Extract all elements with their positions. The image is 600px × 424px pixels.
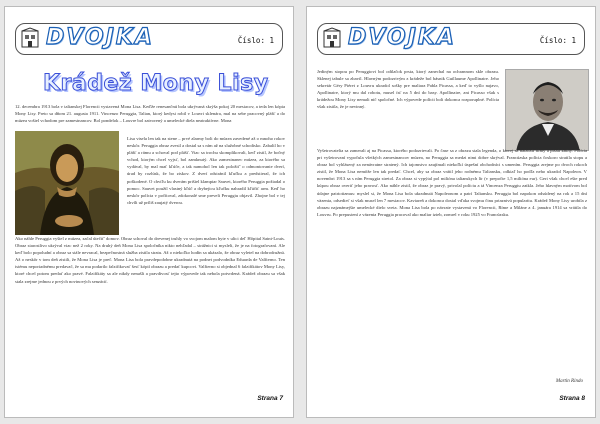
page-header [317,23,585,55]
main-paragraph: Vyšetrovatelia sa zamerali aj na Picassa, ktorého podozrievali. Po čase sa z obrazu stala legenda, o ktorej sa natáčali filmy a písali knihy. Polícia pri vyšetrovaní vypočula všetkých zamestnancov múzea, no Peruggia sa medzi nimi dobre skrýval. Francúzska polícia čoskoro stratila stopu a obraz bol vyhlásený za nenávratne stratený. Ich tajomstvo zaujímali niekoľkí úspešní obchodníci s umením. Peruggia zrejme po dvoch rokoch zistil, že Mona Lisa nemôže len tak predať. Chcel, aby sa obraz vrátil jeho rodnému Taliansku, odkiaľ ho podľa neho ukradol Napoleon. V novembri 1913 sa s ním Peruggia stretol. Za obraz si vypýtal pol milióna talianskych lír (v prepočte 1,5 milióna eur). Geri však chcel ešte pred kúpou obraz overiť jeho pravosť. Ako náhle zistil, že obraz je pravý, privolal políciu a tá Vincenza Peruggiu zatkla. Jeho hlavným motívom bol údajne patriotizmus: myslel si, že Mona Lisa bola ukradnutá Napoleonom a patrí Taliansku. Peruggia bol napokon odsúdený na rok a 15 dní väzenia, odsedieť si však musel len 7 mesiacov. Kaviareň a dokonca dostal vďaka svojmu činu priaznivú popularitu. Krádež Mony Lisy urobila z obrazu najznámejšie umelecké dielo sveta. Mona Lisa bola po návrate vystavená vo Florencii, Ríme a Miláne a 4. januára 1914 sa vrátila do Louvru. Po prepustení z väzenia Peruggia pracoval ako maliar izieb, zomrel v roku 1925 vo Francúzsku. [317,148,587,217]
magazine-logo-icon [321,27,343,51]
issue-number: Číslo: 1 [539,36,576,45]
issue-number: Číslo: 1 [237,36,274,45]
main-paragraph: Ako náhle Peruggia vyšiel z múzea, začal útečiť' domov. Obraz schoval do drevenej truhly vo svojom malom byte v ulici del' Hôpital Saint-Louis. Obraz starostlivo ukrýval viac než 2 roky. Na druhý deň Mona Lisa spoločníka nikto nehľadal – strážnici si mysleli, že je na fotografovaní. Ale keď bolo popoludní a obraz sa stále nevracal, bezpečnostná služba zistila stratu. Až o niekoľko hodín sa ukázalo, že obraz vyletel na dobrodružnú. Až o neskôr v tom deň zistili, že Mona Lisa je preč. Mona Lisa bola pravdepodobne ukradnutá na podnet podvodníka Eduarda de Valfierno. Ten istému neporiadnému predavač, že sa mu podarilo falzifikovať šesť kópií obrazu a predať kupcovi. Valfierno si objednal 6 falzifikátov Mony Lisy, ktoré chcel potom predať ako pravé. Falzifikáty sa ale nikdy nenašli a pravdivosť tejto výpovede tak nebola potvrdená. Krádež obrazu sa však stala zrejme jednou z prvých novinových senzácií. [15,236,285,284]
top-paragraph: Jediným stopou po Peruggiovi bol odtlačok prsta, ktorý zanechal na ochrannom skle obrazu. Sklenej tabule sa zbavil. Hlavným podozrivým z krádeže bol básnik Guillaume Apollinaire. Jeho sekretár Géry Piéret z Louvru ukradol sošky pre maliara Pabla Picassa, a keď to vyšlo najavo, Apollinaire, ktorý mu dal robotu, musel ísť na 5 dní do basy. Apollinaire, ani Picasso však s krádežou Mony Lisy nemali nič spoločné. Ich výpovede polícii boli dokonca rozporuplné. Polícia však zistila, že je nevinný. [317,69,499,110]
mona-lisa-painting [15,131,119,235]
magazine-logo-icon [19,27,41,51]
mona-lisa-image [15,131,119,235]
beside-image-paragraph: Lisa visela len tak na stene – prvé alarmy boli do múzea zavedené až o mnoho rokov neskôr. Peruggia obraz zvesil a dostal sa s ním až na služobné schodisko. Zabalil ho v plášť a rámu a schoval pod plášť. Viac sa trochu skomplikovali, keď zistil, že bočný vchod, ktorým chcel vyjsť, bol zamknutý. Ako zamestnanec múzea, za ktorého sa vydával, by mal mať kľúče, a tak namohol len tak položiť' o odmontovanie dverí, úrad by rozlúsk, že bo ziskov. Z dverí odstránil kľučku a predstieral, že ich poškodené. O chvíľu ku dverám prišiel klampiar Sauvet, ktorého Peruggia požiadal o pomoc. Sauvet použil vlastný kľúč a drybejicu kľučku nahradil kľúčiť arm. Keď ho neskôr polícia v počítoval, zdokonalé sme preveli Peruggiu objavil. Zhojne bol v tej chvíli už príliš zaujatý dverou. [127,136,285,205]
page-number: Strana 8 [559,395,585,402]
article-title: Krádež Mony Lisy [43,71,269,96]
page-header [15,23,283,55]
header-title: DVOJKA [348,25,456,50]
header-title: DVOJKA [46,25,154,50]
page-number: Strana 7 [257,395,283,402]
right-page [306,6,596,418]
intro-paragraph: 12. decembra 1913 bola v talianskej Florencii vystavená Mona Lisa. Keďže renesančnú bola ukrývaná skrýša pokoj 20 mesiacov, a teda len kópia Mony Lisy. Preto sa dňom 21. augusta 1911. Vincenzo Peruggia, Talian, ktorý kedysi robil v Louvri sklenára, mal na sebe pracovný plášť a do múzea vošiel vchodom pre zamestnancov. Bol pondelok – Louvre bol zatvorený a umelecké diela neatraktívne. Mona [15,104,285,124]
portrait-photo [506,70,589,151]
left-page [4,6,294,418]
peruggia-portrait-image [505,69,589,151]
author-signature: Martin Rindo [555,379,583,384]
